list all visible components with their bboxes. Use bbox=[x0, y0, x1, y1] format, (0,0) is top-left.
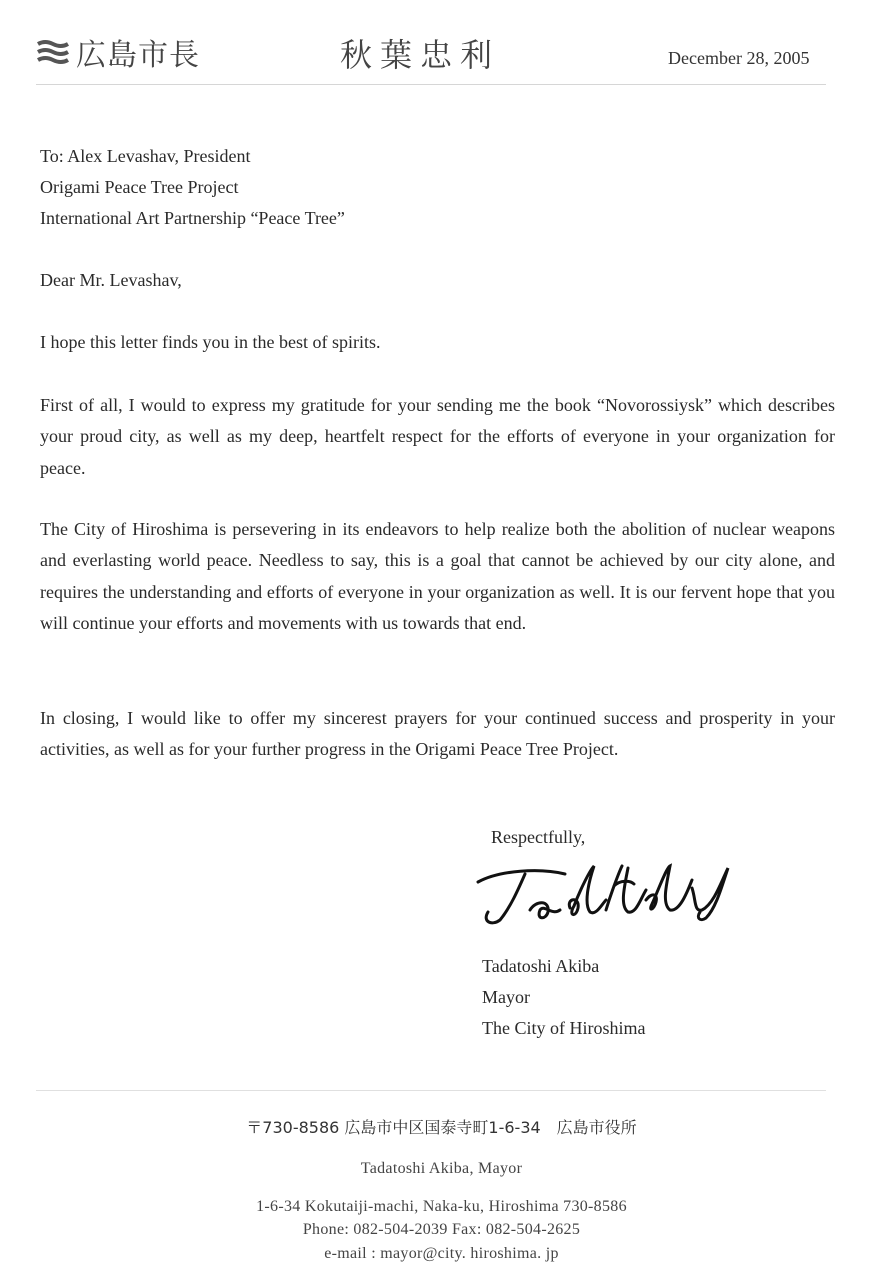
handwritten-signature bbox=[470, 860, 740, 930]
footer-phone-fax: Phone: 082-504-2039 Fax: 082-504-2625 bbox=[302, 1221, 581, 1238]
recipient-line: Origami Peace Tree Project bbox=[40, 177, 239, 197]
signatory-organization: The City of Hiroshima bbox=[482, 1018, 646, 1038]
hiroshima-city-emblem-icon bbox=[36, 39, 70, 65]
recipient-block bbox=[40, 141, 345, 234]
body-paragraph: In closing, I would like to offer my sincerest prayers for your continued success and prosperity in your activities, as well as for your further progress in the Origami Peace Tree Project. bbox=[40, 708, 835, 760]
signature-block bbox=[482, 951, 645, 1044]
footer-address: 1-6-34 Kokutaiji-machi, Naka-ku, Hiroshima 730-8586 bbox=[256, 1198, 627, 1215]
body-paragraph: I hope this letter finds you in the best of spirits. bbox=[40, 332, 381, 352]
footer-divider bbox=[36, 1090, 826, 1091]
salutation: Dear Mr. Levashav, bbox=[40, 270, 182, 290]
closing: Respectfully, bbox=[491, 827, 586, 847]
recipient-line: International Art Partnership “Peace Tree” bbox=[40, 208, 345, 228]
footer-email: e-mail : mayor@city. hiroshima. jp bbox=[324, 1245, 559, 1262]
signatory-title: Mayor bbox=[482, 987, 530, 1007]
body-paragraph: First of all, I would to express my gratitude for your sending me the book “Novorossiysk” which describes your proud city, as well as my deep, heartfelt respect for the efforts of everyone in your organization for peace. bbox=[40, 395, 835, 478]
signatory-name: Tadatoshi Akiba bbox=[482, 956, 600, 976]
header-divider bbox=[36, 84, 826, 85]
letterhead-logo bbox=[36, 30, 200, 74]
mayor-name-japanese: 秋葉忠利 bbox=[340, 36, 501, 74]
letter-date: December 28, 2005 bbox=[668, 48, 810, 68]
footer-name: Tadatoshi Akiba, Mayor bbox=[360, 1160, 523, 1177]
footer-address-japanese: 〒730-8586 広島市中区国泰寺町1-6-34 広島市役所 bbox=[246, 1118, 637, 1137]
body-paragraph: The City of Hiroshima is persevering in its endeavors to help realize both the abolition of nuclear weapons and everlasting world peace. Needless to say, this is a goal that cannot be achieved by our city alone, and requires the understanding and efforts of everyone in your organization as well. It is our fervent hope that you will continue your efforts and movements with us towards that end. bbox=[40, 519, 835, 633]
letterhead-title: 広島市長 bbox=[76, 38, 200, 73]
recipient-line: To: Alex Levashav, President bbox=[40, 146, 251, 166]
